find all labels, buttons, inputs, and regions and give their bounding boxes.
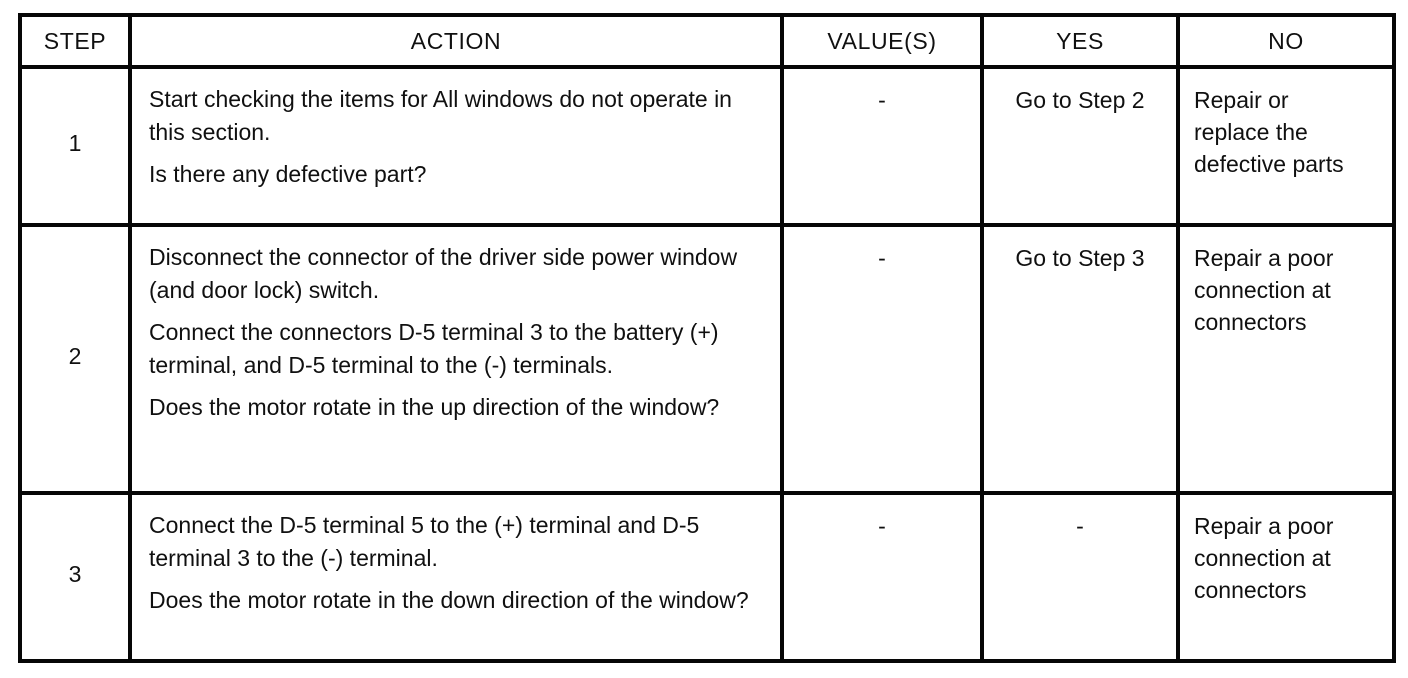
header-no: NO: [1178, 15, 1394, 67]
table-row: [20, 225, 1394, 493]
action-cell: [130, 225, 782, 493]
action-paragraph: Start checking the items for All windows do not operate in this section.: [149, 86, 732, 145]
step-number: 3: [20, 493, 130, 661]
no-cell: Repair a poor connection at connectors: [1178, 225, 1394, 493]
no-cell: Repair a poor connection at connectors: [1178, 493, 1394, 661]
table-row: [20, 493, 1394, 661]
troubleshooting-table: [18, 13, 1396, 663]
step-number: 2: [20, 225, 130, 493]
action-paragraph: Does the motor rotate in the down direction of the window?: [149, 587, 749, 613]
header-action: ACTION: [130, 15, 782, 67]
header-values: VALUE(S): [782, 15, 982, 67]
action-paragraph: Connect the connectors D-5 terminal 3 to the battery (+) terminal, and D-5 terminal to the (-) terminals.: [149, 319, 719, 378]
values-cell: -: [782, 493, 982, 661]
action-paragraph: Is there any defective part?: [149, 161, 427, 187]
header-step: STEP: [20, 15, 130, 67]
yes-cell: Go to Step 2: [982, 67, 1178, 225]
action-cell: [130, 493, 782, 661]
action-paragraph: Does the motor rotate in the up direction of the window?: [149, 394, 720, 420]
action-paragraph: Disconnect the connector of the driver side power window (and door lock) switch.: [149, 244, 738, 303]
yes-cell: Go to Step 3: [982, 225, 1178, 493]
values-cell: -: [782, 225, 982, 493]
action-paragraph: Connect the D-5 terminal 5 to the (+) terminal and D-5 terminal 3 to the (-) terminal.: [149, 512, 700, 571]
action-cell: [130, 67, 782, 225]
table-row: [20, 67, 1394, 225]
yes-cell: -: [982, 493, 1178, 661]
values-cell: -: [782, 67, 982, 225]
no-cell: Repair or replace the defective parts: [1178, 67, 1394, 225]
step-number: 1: [20, 67, 130, 225]
document-page: [18, 13, 1396, 663]
table-header-row: [20, 15, 1394, 67]
header-yes: YES: [982, 15, 1178, 67]
